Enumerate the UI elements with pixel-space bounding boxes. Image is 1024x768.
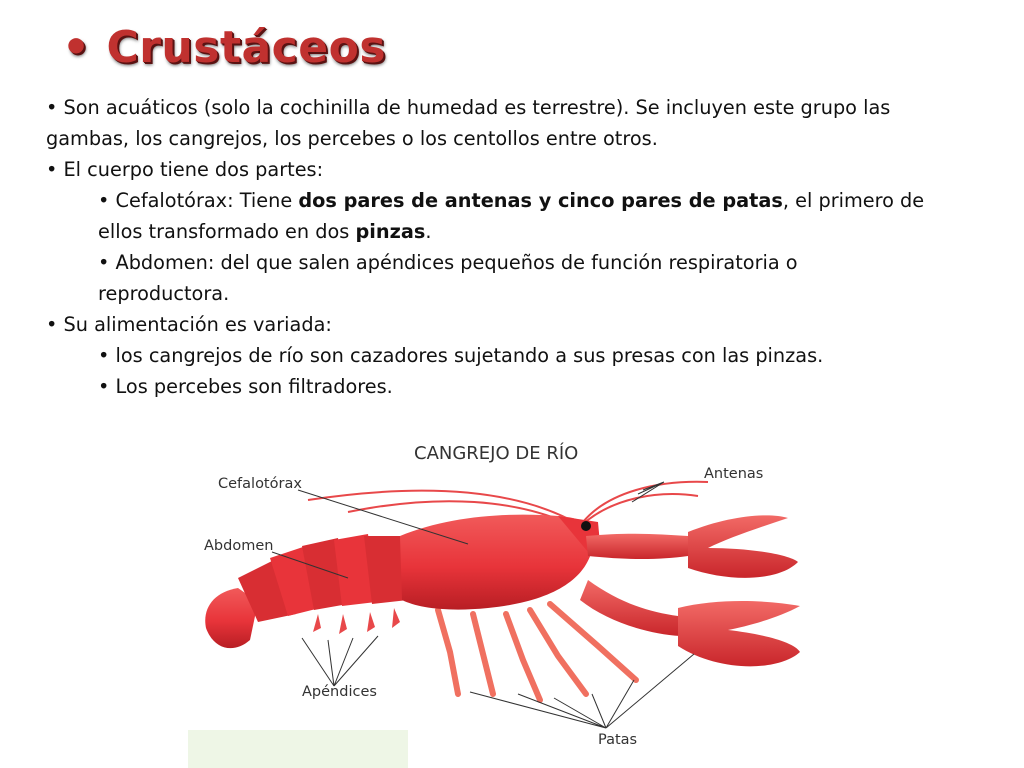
cefalotorax-bold-antenas: dos pares de antenas y cinco pares de patas xyxy=(298,189,783,212)
subbullet-cefalotorax-line-1 xyxy=(46,185,986,216)
label-patas: Patas xyxy=(598,732,638,748)
bullet-body-parts: • El cuerpo tiene dos partes: xyxy=(46,158,324,181)
subbullet-cefalotorax-line-2 xyxy=(46,216,986,247)
subbullet-abdomen-line-2: reproductora. xyxy=(98,282,230,305)
cefalotorax-text-4: . xyxy=(425,220,432,243)
cefalotorax-text-3: ellos transformado en dos xyxy=(98,220,356,243)
bullet-aquatic-line-2: gambas, los cangrejos, los percebes o los centollos entre otros. xyxy=(46,127,658,150)
bullet-list xyxy=(46,92,986,402)
bullet-aquatic-line-1: • Son acuáticos (solo la cochinilla de humedad es terrestre). Se incluyen este grupo las xyxy=(46,96,891,119)
label-apendices: Apéndices xyxy=(302,684,377,700)
slide-title: • Crustáceos xyxy=(62,22,387,73)
subbullet-hunters: • los cangrejos de río son cazadores sujetando a sus presas con las pinzas. xyxy=(98,344,824,367)
crayfish-diagram xyxy=(188,432,824,768)
label-abdomen: Abdomen xyxy=(204,538,274,554)
diagram-title: CANGREJO DE RÍO xyxy=(414,443,579,464)
crayfish-illustration xyxy=(205,482,800,700)
cefalotorax-text-2: , el primero de xyxy=(782,189,925,212)
subbullet-abdomen-line-1: • Abdomen: del que salen apéndices pequeños de función respiratoria o xyxy=(98,251,798,274)
cefalotorax-bold-pinzas: pinzas xyxy=(355,220,426,243)
label-antenas: Antenas xyxy=(704,466,764,482)
cefalotorax-text: • Cefalotórax: Tiene xyxy=(98,189,299,212)
bottom-left-green-band xyxy=(188,730,408,768)
bullet-feeding: • Su alimentación es variada: xyxy=(46,313,332,336)
subbullet-filter-feeders: • Los percebes son filtradores. xyxy=(98,375,393,398)
label-cefalotorax: Cefalotórax xyxy=(218,476,302,492)
